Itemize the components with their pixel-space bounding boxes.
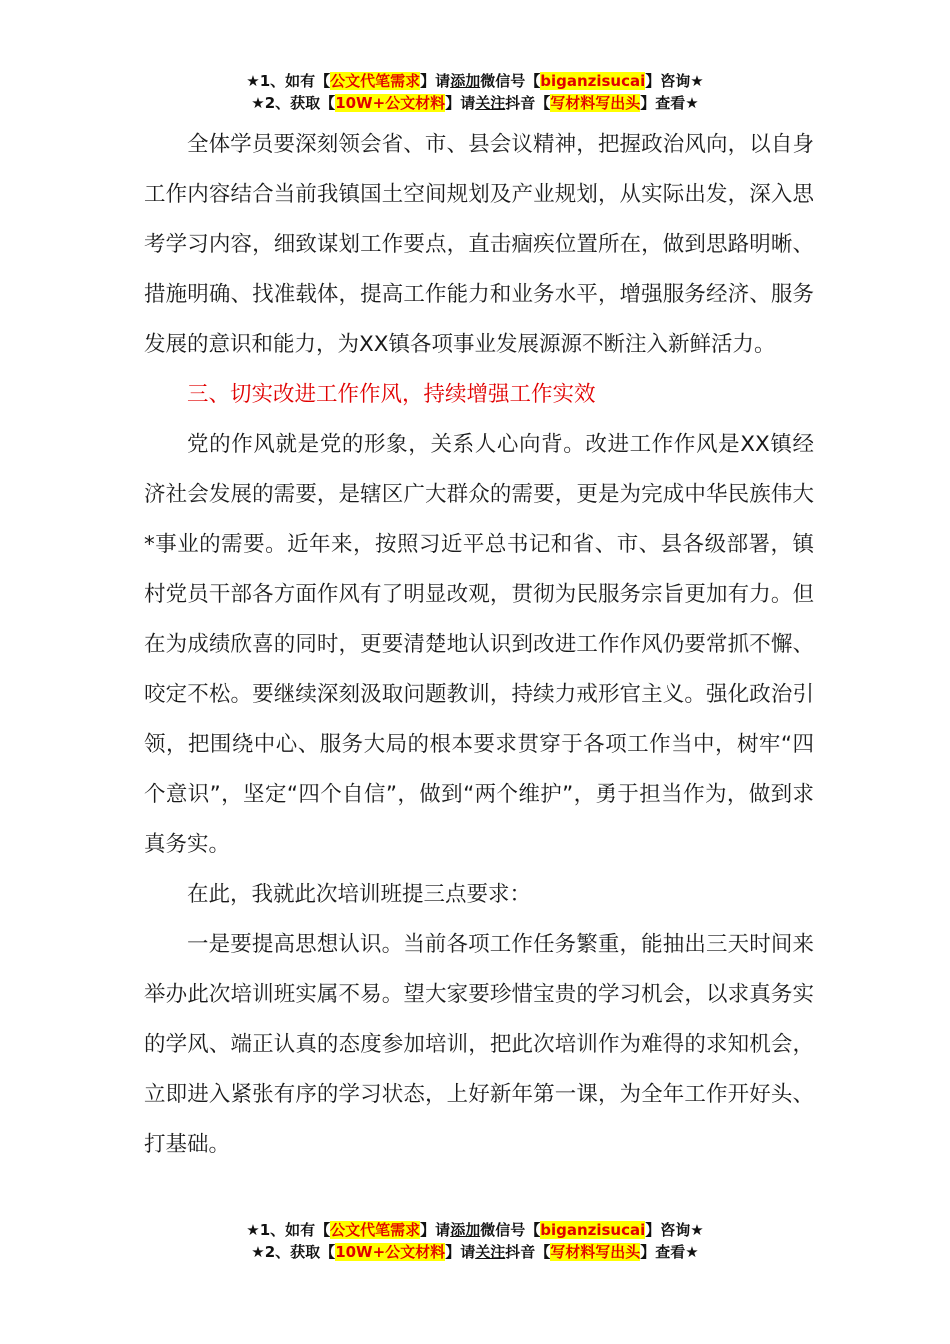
banner-line-2: [0, 92, 950, 114]
banner-underlined: 添加: [450, 72, 481, 90]
banner-text: 微信号【: [480, 1221, 541, 1239]
banner-text: ★2、获取【: [251, 1243, 336, 1261]
header-banner: [0, 70, 950, 114]
banner-text: 抖音【: [505, 94, 551, 112]
paragraph: 党的作风就是党的形象，关系人心向背。改进工作作风是XX镇经济社会发展的需要，是辖区广大群众的需要，更是为完成中华民族伟大*事业的需要。近年来，按照习近平总书记和省、市、县各级部署，镇村党员干部各方面作风有了明显改观，贯彻为民服务宗旨更加有力。但在为成绩欣喜的同时，更要清楚地认识到改进工作作风仍要常抓不懈、咬定不松。要继续深刻汲取问题教训，持续力戒形官主义。强化政治引领，把围绕中心、服务大局的根本要求贯穿于各项工作当中，树牢“四个意识”，坚定“四个自信”，做到“两个维护”，勇于担当作为，做到求真务实。: [144, 432, 814, 857]
document-body: [144, 120, 814, 1170]
banner-highlight: 公文代笔需求: [330, 72, 421, 90]
banner-text: ★1、如有【: [246, 72, 331, 90]
banner-text: 抖音【: [505, 1243, 551, 1261]
banner-douyin-id: 写材料写出头: [550, 1243, 641, 1261]
banner-highlight: 10W+公文材料: [335, 94, 446, 112]
banner-text: ★2、获取【: [251, 94, 336, 112]
banner-underlined: 添加: [450, 1221, 481, 1239]
banner-text: 】请: [420, 72, 451, 90]
footer-banner: [0, 1219, 950, 1263]
banner-text: 】查看★: [640, 1243, 699, 1261]
banner-line-1: [0, 1219, 950, 1241]
banner-text: 】请: [420, 1221, 451, 1239]
banner-text: 】请: [445, 1243, 476, 1261]
paragraph: 一是要提高思想认识。当前各项工作任务繁重，能抽出三天时间来举办此次培训班实属不易。望大家要珍惜宝贵的学习机会，以求真务实的学风、端正认真的态度参加培训，把此次培训作为难得的求知机会，立即进入紧张有序的学习状态，上好新年第一课，为全年工作开好头、打基础。: [144, 932, 814, 1157]
banner-wechat-id: biganzisucai: [540, 1221, 646, 1239]
banner-line-1: [0, 70, 950, 92]
banner-text: 】请: [445, 94, 476, 112]
banner-highlight: 10W+公文材料: [335, 1243, 446, 1261]
banner-underlined: 关注: [475, 1243, 506, 1261]
banner-text: ★1、如有【: [246, 1221, 331, 1239]
banner-text: 微信号【: [480, 72, 541, 90]
banner-text: 】查看★: [640, 94, 699, 112]
paragraph: 全体学员要深刻领会省、市、县会议精神，把握政治风向，以自身工作内容结合当前我镇国土空间规划及产业规划，从实际出发，深入思考学习内容，细致谋划工作要点，直击痼疾位置所在，做到思路明晰、措施明确、找准载体，提高工作能力和业务水平，增强服务经济、服务发展的意识和能力，为XX镇各项事业发展源源不断注入新鲜活力。: [144, 132, 814, 357]
paragraph: 在此，我就此次培训班提三点要求：: [187, 882, 532, 907]
banner-wechat-id: biganzisucai: [540, 72, 646, 90]
section-heading: 三、切实改进工作作风，持续增强工作实效: [187, 382, 596, 407]
banner-douyin-id: 写材料写出头: [550, 94, 641, 112]
banner-underlined: 关注: [475, 94, 506, 112]
banner-highlight: 公文代笔需求: [330, 1221, 421, 1239]
banner-line-2: [0, 1241, 950, 1263]
banner-text: 】咨询★: [645, 1221, 704, 1239]
banner-text: 】咨询★: [645, 72, 704, 90]
